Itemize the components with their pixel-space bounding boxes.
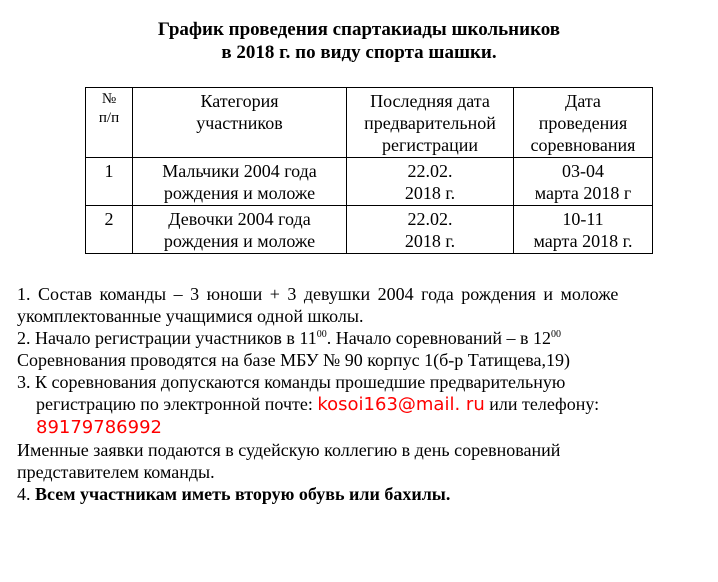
note-4-number: 4. <box>17 484 35 504</box>
note-2-superscript: 00 <box>550 329 561 340</box>
page-title <box>0 18 718 64</box>
header-category-line: Категория <box>200 91 279 111</box>
header-date-line: проведения <box>538 113 628 133</box>
header-registration-line: Последняя дата <box>370 91 490 111</box>
title-line-1: График проведения спартакиады школьников <box>157 19 561 40</box>
header-number-line: п/п <box>98 110 120 126</box>
registration-line: 2018 г. <box>404 183 456 203</box>
category-line: рождения и моложе <box>163 183 316 203</box>
note-3-line-4: Именные заявки подаются в судейскую коллегию в день соревнований <box>17 440 561 460</box>
note-2-superscript: 00 <box>316 329 327 340</box>
schedule-table <box>85 87 653 254</box>
note-1-line-1: 1. Состав команды – 3 юноши + 3 девушки 2004 года рождения и моложе <box>17 284 619 304</box>
row-number: 2 <box>86 206 133 254</box>
date-line: марта 2018 г <box>534 183 632 203</box>
row-event-date <box>514 206 653 254</box>
note-2-line-1 <box>17 327 717 349</box>
header-registration-line: предварительной <box>364 113 496 133</box>
note-3-phone-line <box>17 416 717 439</box>
header-date-line: соревнования <box>530 135 636 155</box>
note-4-line <box>17 483 717 505</box>
category-line: Девочки 2004 года <box>168 209 311 229</box>
phone-number[interactable]: 89179786992 <box>36 417 162 438</box>
date-line: 03-04 <box>562 161 604 181</box>
row-event-date <box>514 158 653 206</box>
table-row <box>86 158 653 206</box>
title-line-2: в 2018 г. по виду спорта шашки. <box>221 42 497 63</box>
note-2-line-2: Соревнования проводятся на базе МБУ № 90 корпус 1(б-р Татищева,19) <box>17 350 570 370</box>
header-number-line: № <box>101 91 117 107</box>
row-registration-date <box>347 158 514 206</box>
table-header-row <box>86 88 653 158</box>
note-3-line-2 <box>17 393 717 416</box>
row-category <box>133 158 347 206</box>
header-date-line: Дата <box>565 91 601 111</box>
registration-line: 2018 г. <box>404 231 456 251</box>
note-3-line-1: 3. К соревнования допускаются команды прошедшие предварительную <box>17 372 566 392</box>
note-3-text-a: регистрацию по электронной почте: <box>36 394 318 414</box>
header-registration-date <box>347 88 514 158</box>
notes-section <box>17 283 717 505</box>
note-3-line-5: представителем команды. <box>17 462 215 482</box>
header-category <box>133 88 347 158</box>
note-3-text-b: или телефону: <box>484 394 600 414</box>
header-category-line: участников <box>196 113 283 133</box>
category-line: Мальчики 2004 года <box>162 161 317 181</box>
registration-line: 22.02. <box>407 209 453 229</box>
table-row <box>86 206 653 254</box>
row-number: 1 <box>86 158 133 206</box>
header-registration-line: регистрации <box>382 135 478 155</box>
note-4-text: Всем участникам иметь вторую обувь или бахилы. <box>35 484 451 504</box>
note-1-line-2: укомплектованные учащимися одной школы. <box>17 306 364 326</box>
email-link[interactable]: kosoi163@mail. ru <box>317 394 485 415</box>
row-registration-date <box>347 206 514 254</box>
header-event-date <box>514 88 653 158</box>
note-2-text-b: . Начало соревнований – в 12 <box>326 328 551 348</box>
category-line: рождения и моложе <box>163 231 316 251</box>
note-2-text-a: 2. Начало регистрации участников в 11 <box>17 328 317 348</box>
header-number <box>86 88 133 158</box>
registration-line: 22.02. <box>407 161 453 181</box>
row-category <box>133 206 347 254</box>
date-line: марта 2018 г. <box>533 231 633 251</box>
date-line: 10-11 <box>562 209 604 229</box>
